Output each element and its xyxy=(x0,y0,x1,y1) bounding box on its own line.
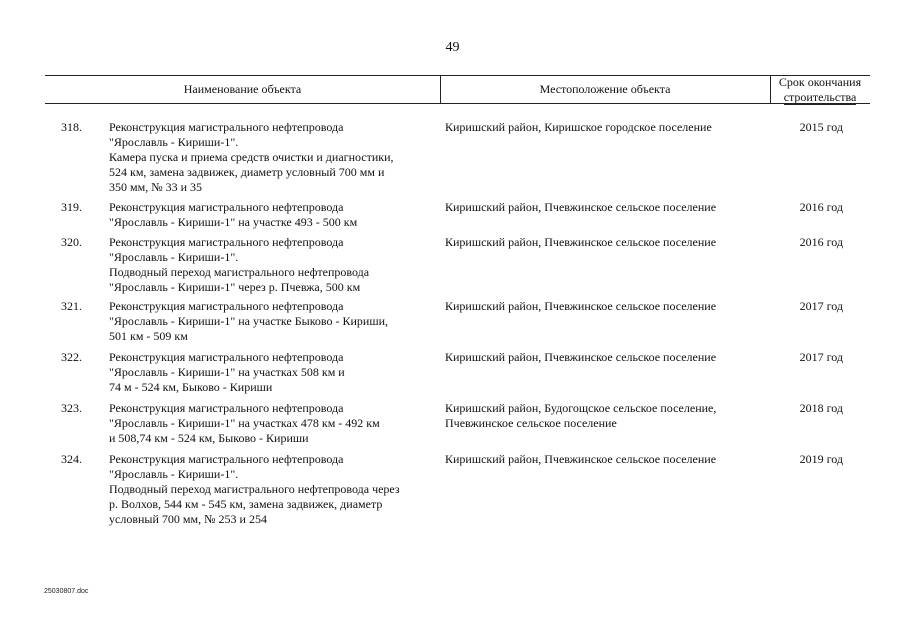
header-deadline-line2: строительства xyxy=(783,89,857,104)
document-filename: 25030807.doc xyxy=(44,588,89,595)
object-name: Реконструкция магистрального нефтепровода "Ярославль - Кириши-1" на участке Быково - Кириши, 501 км - 509 км xyxy=(109,299,389,343)
completion-year: 2016 год xyxy=(799,200,843,214)
header-location-column: Местоположение объекта xyxy=(539,82,671,96)
completion-year: 2017 год xyxy=(799,299,843,313)
row-number: 322. xyxy=(61,350,82,364)
table-row xyxy=(45,401,870,452)
completion-year: 2019 год xyxy=(799,452,843,466)
table-row xyxy=(45,200,870,235)
object-location: Киришский район, Пчевжинское сельское поселение xyxy=(445,200,717,214)
page-number: 49 xyxy=(445,40,460,55)
header-deadline-line1: Срок окончания xyxy=(778,74,862,89)
header-deadline-column xyxy=(770,74,870,104)
row-number: 323. xyxy=(61,401,82,415)
completion-year: 2018 год xyxy=(799,401,843,415)
row-number: 318. xyxy=(61,120,82,134)
row-number: 324. xyxy=(61,452,82,466)
header-bottom-rule xyxy=(45,103,870,104)
object-name: Реконструкция магистрального нефтепровода "Ярославль - Кириши-1". Подводный переход магистрального нефтепровода через р. Волхов, 544 км - 545 км, замена задвижек, диаметр условный 700 мм, № 253 и 254 xyxy=(109,452,400,526)
row-number: 319. xyxy=(61,200,82,214)
table-row xyxy=(45,299,870,350)
object-location: Киришский район, Пчевжинское сельское поселение xyxy=(445,452,717,466)
table-row xyxy=(45,120,870,200)
object-location: Киришский район, Пчевжинское сельское поселение xyxy=(445,350,717,364)
completion-year: 2015 год xyxy=(799,120,843,134)
object-name: Реконструкция магистрального нефтепровода "Ярославль - Кириши-1". Подводный переход магистрального нефтепровода "Ярославль - Кириши-1" через р. Пчевжа, 500 км xyxy=(109,235,370,294)
table-body xyxy=(45,120,870,532)
table-header xyxy=(45,74,870,104)
object-name: Реконструкция магистрального нефтепровода "Ярославль - Кириши-1" на участках 508 км и 74 м - 524 км, Быково - Кириши xyxy=(109,350,345,394)
table-row xyxy=(45,350,870,401)
table-row xyxy=(45,452,870,532)
header-name-column: Наименование объекта xyxy=(183,82,302,96)
completion-year: 2016 год xyxy=(799,235,843,249)
object-name: Реконструкция магистрального нефтепровода "Ярославль - Кириши-1" на участках 478 км - 492 км и 508,74 км - 524 км, Быково - Кириши xyxy=(109,401,380,445)
table-row xyxy=(45,235,870,299)
object-location: Киришский район, Пчевжинское сельское поселение xyxy=(445,299,717,313)
object-location: Киришский район, Пчевжинское сельское поселение xyxy=(445,235,717,249)
object-location: Киришский район, Будогощское сельское поселение, Пчевжинское сельское поселение xyxy=(445,401,717,430)
row-number: 320. xyxy=(61,235,82,249)
object-name: Реконструкция магистрального нефтепровода "Ярославль - Кириши-1" на участке 493 - 500 км xyxy=(109,200,358,229)
completion-year: 2017 год xyxy=(799,350,843,364)
object-name: Реконструкция магистрального нефтепровода "Ярославль - Кириши-1". Камера пуска и приема средств очистки и диагностики, 524 км, замена задвижек, диаметр условный 700 мм и 350 мм, № 33 и 35 xyxy=(109,120,394,194)
object-location: Киришский район, Киришское городское поселение xyxy=(445,120,712,134)
row-number: 321. xyxy=(61,299,82,313)
